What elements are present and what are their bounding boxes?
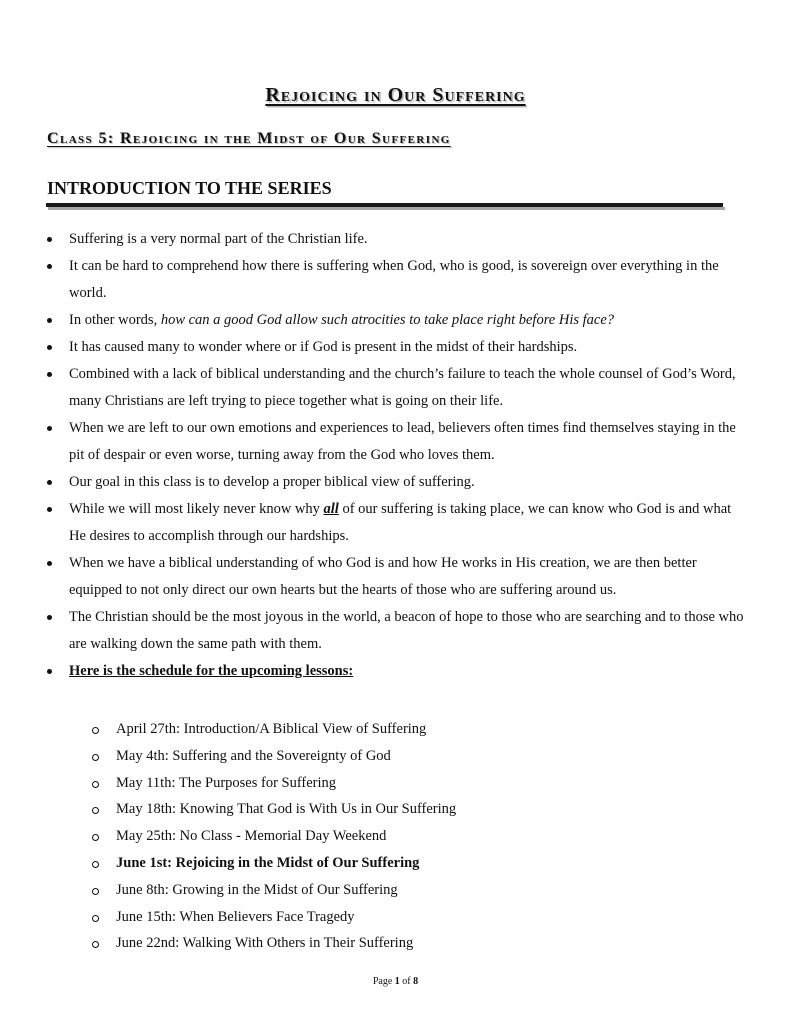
bullet-icon	[47, 669, 52, 674]
circle-bullet-icon	[92, 727, 99, 734]
bullet-icon	[47, 507, 52, 512]
schedule-item: June 15th: When Believers Face Tragedy	[0, 904, 791, 931]
schedule-list	[0, 716, 791, 957]
list-item	[0, 658, 791, 685]
circle-bullet-icon	[92, 807, 99, 814]
list-item: While we will most likely never know why all of our suffering is taking place, we can know who God is and what He desires to accomplish through our hardships.	[0, 496, 791, 550]
schedule-item: May 25th: No Class - Memorial Day Weekend	[0, 823, 791, 850]
bullet-icon	[47, 318, 52, 323]
circle-bullet-icon	[92, 861, 99, 868]
bullet-icon	[47, 426, 52, 431]
page-footer	[0, 976, 791, 987]
page-label: Page	[372, 976, 393, 987]
schedule-heading: Here is the schedule for the upcoming lessons:	[69, 663, 354, 679]
emphasis-all: all	[323, 501, 339, 517]
schedule-item: May 18th: Knowing That God is With Us in Our Suffering	[0, 796, 791, 823]
bullet-icon	[47, 372, 52, 377]
schedule-item: April 27th: Introduction/A Biblical View of Suffering	[0, 716, 791, 743]
page-number-total: 8	[413, 976, 419, 987]
list-item: Our goal in this class is to develop a proper biblical view of suffering.	[0, 469, 791, 496]
bullet-icon	[47, 480, 52, 485]
bullet-icon	[47, 264, 52, 269]
list-item: It can be hard to comprehend how there is suffering when God, who is good, is sovereign over everything in the world.	[0, 253, 791, 307]
bullet-icon	[47, 615, 52, 620]
schedule-item: May 11th: The Purposes for Suffering	[0, 770, 791, 797]
bullet-icon	[47, 561, 52, 566]
list-item: It has caused many to wonder where or if God is present in the midst of their hardships.	[0, 334, 791, 361]
circle-bullet-icon	[92, 941, 99, 948]
schedule-item: May 4th: Suffering and the Sovereignty of God	[0, 743, 791, 770]
circle-bullet-icon	[92, 888, 99, 895]
circle-bullet-icon	[92, 754, 99, 761]
intro-bullet-list	[0, 226, 791, 685]
page-number-current: 1	[394, 976, 400, 987]
schedule-item: June 22nd: Walking With Others in Their Suffering	[0, 930, 791, 957]
list-item: When we are left to our own emotions and experiences to lead, believers often times find themselves staying in the pit of despair or even worse, turning away from the God who loves them.	[0, 415, 791, 469]
circle-bullet-icon	[92, 915, 99, 922]
list-item: Suffering is a very normal part of the Christian life.	[0, 226, 791, 253]
schedule-item: June 8th: Growing in the Midst of Our Suffering	[0, 877, 791, 904]
bullet-icon	[47, 345, 52, 350]
circle-bullet-icon	[92, 781, 99, 788]
list-item: When we have a biblical understanding of who God is and how He works in His creation, we are then better equipped to not only direct our own hearts but the hearts of those who are suffering around us.	[0, 550, 791, 604]
list-item: In other words, how can a good God allow such atrocities to take place right before His face?	[0, 307, 791, 334]
page-of-label: of	[402, 976, 411, 987]
document-title: Rejoicing in Our Suffering	[265, 84, 526, 106]
list-item: Combined with a lack of biblical understanding and the church’s failure to teach the whole counsel of God’s Word, many Christians are left trying to piece together what is going on their life.	[0, 361, 791, 415]
section-heading: INTRODUCTION TO THE SERIES	[47, 178, 332, 198]
bullet-icon	[47, 237, 52, 242]
circle-bullet-icon	[92, 834, 99, 841]
list-item: The Christian should be the most joyous in the world, a beacon of hope to those who are searching and to those who are walking down the same path with them.	[0, 604, 791, 658]
heading-rule-shadow	[48, 207, 725, 210]
class-subtitle: Class 5: Rejoicing in the Midst of Our Suffering	[47, 130, 451, 147]
schedule-item-current: June 1st: Rejoicing in the Midst of Our Suffering	[0, 850, 791, 877]
italic-question: how can a good God allow such atrocities to take place right before His face?	[160, 312, 615, 328]
